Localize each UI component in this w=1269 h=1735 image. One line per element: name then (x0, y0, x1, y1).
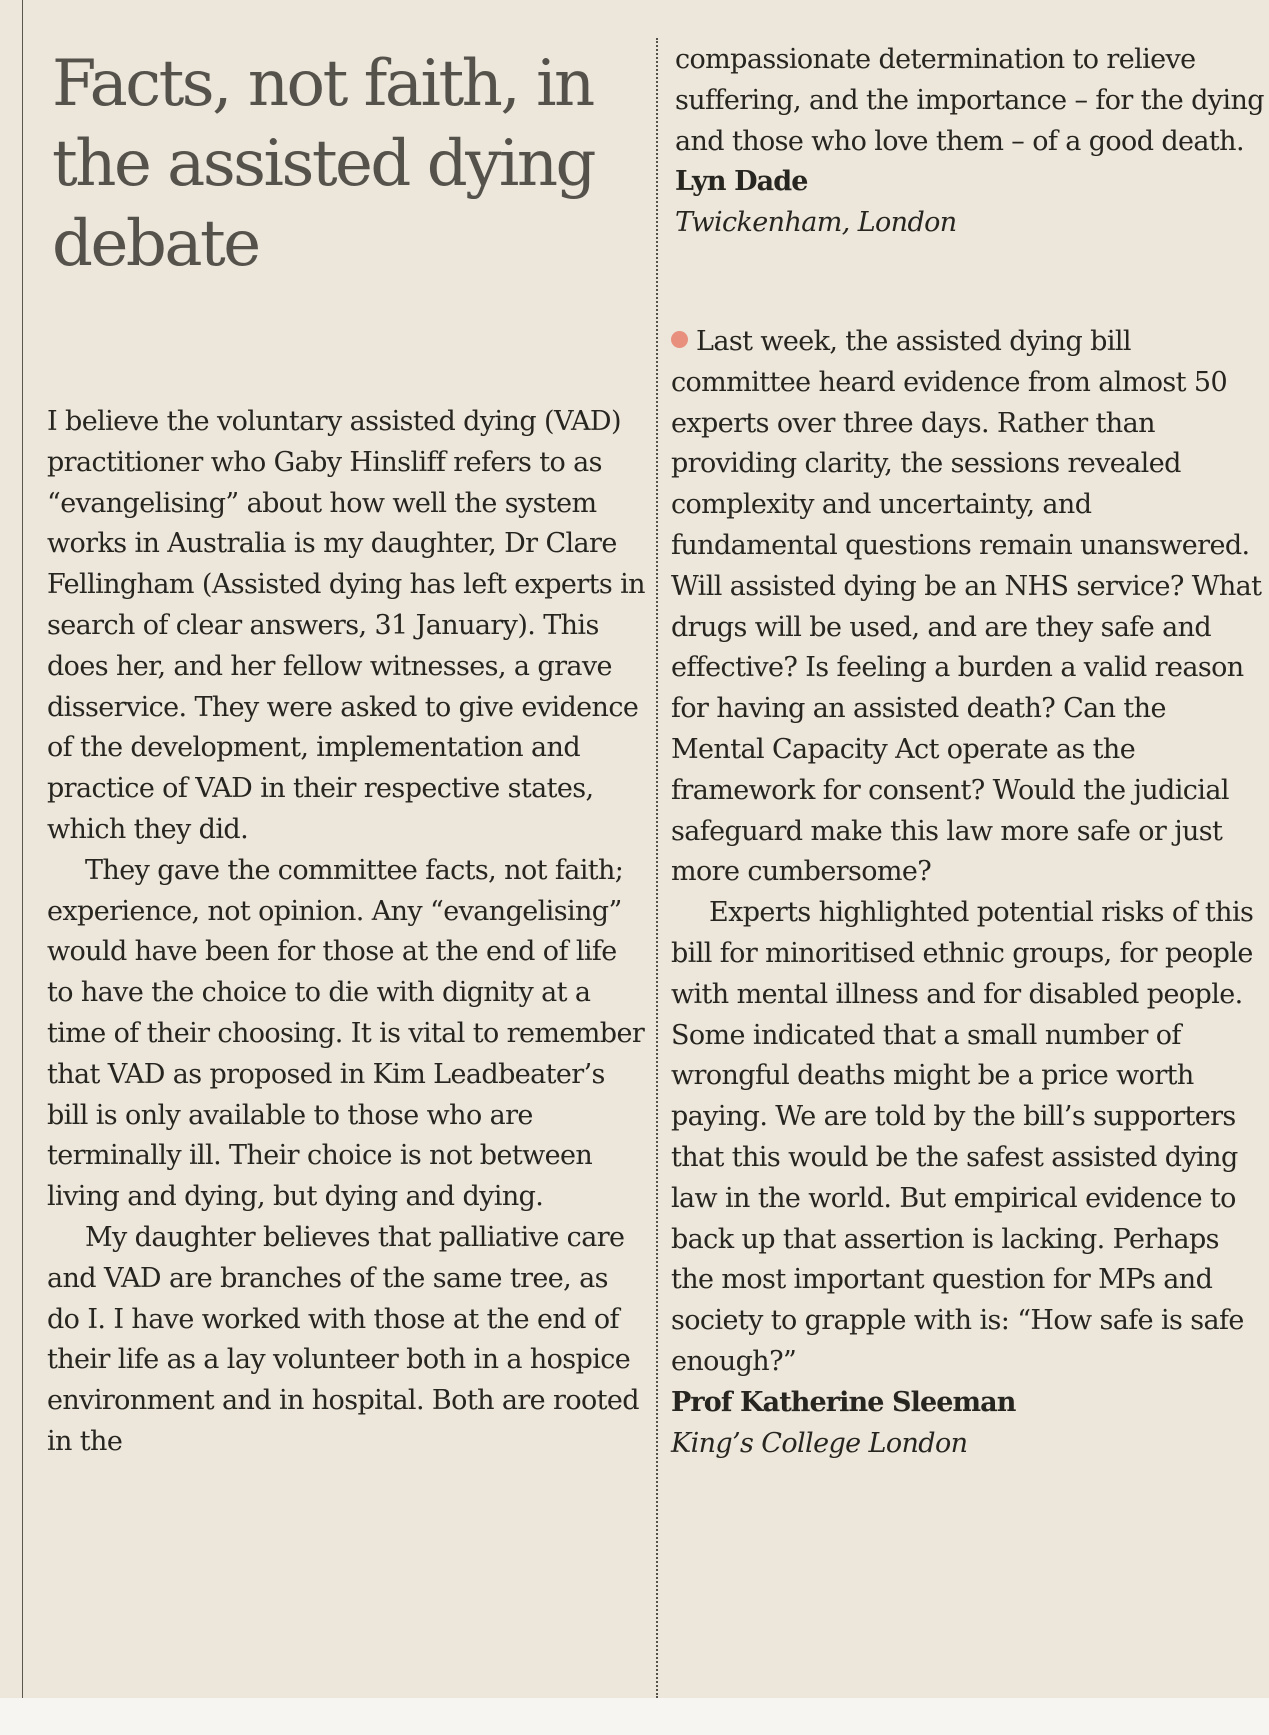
letter-2-paragraph-1 (671, 322, 1265, 893)
letter-1-paragraph-3-continued: compassionate determination to relieve suffering, and the importance – for the dying and those who love them – of a good death. (675, 44, 1264, 157)
letter-1-continuation (675, 40, 1265, 244)
scan-margin (0, 1698, 1269, 1735)
letter-2-paragraph-1-text: Last week, the assisted dying bill committee heard evidence from almost 50 experts over three days. Rather than providing clarity, the sessions revealed complexity and uncertainty, and fundamental questions remain unanswered. Will assisted dying be an NHS service? What drugs will be used, and are they safe and effective? Is feeling a burden a valid reason for having an assisted death? Can the Mental Capacity Act operate as the framework for consent? Would the judicial safeguard make this law more safe or just more cumbersome? (671, 326, 1262, 888)
left-edge-rule (22, 0, 23, 1698)
column-divider (656, 38, 658, 1698)
letter-1-signature-name: Lyn Dade (675, 166, 808, 198)
letter-bullet-icon (671, 331, 688, 348)
letter-2-signature-place: King’s College London (671, 1427, 968, 1459)
letter-2-signature-name: Prof Katherine Sleeman (671, 1386, 1016, 1418)
letter-1-signature-place: Twickenham, London (675, 207, 957, 239)
letter-1-column-left (47, 402, 647, 1463)
letter-2-paragraph-2: Experts highlighted potential risks of this bill for minoritised ethnic groups, for people with mental illness and for disabled people. Some indicated that a small number of wrongful deaths might be a price worth paying. We are told by the bill’s supporters that this would be the safest assisted dying law in the world. But empirical evidence to back up that assertion is lacking. Perhaps the most important question for MPs and society to grapple with is: “How safe is safe enough?” (671, 897, 1254, 1377)
letter-1-paragraph-3: My daughter believes that palliative care and VAD are branches of the same tree, as do I. I have worked with those at the end of their life as a lay volunteer both in a hospice environment and in hospital. Both are rooted in the (47, 1221, 639, 1457)
letter-1-paragraph-2: They gave the committee facts, not faith; experience, not opinion. Any “evangelising” would have been for those at the end of life to have the choice to die with dignity at a time of their choosing. It is vital to remember that VAD as proposed in Kim Leadbeater’s bill is only available to those who are terminally ill. Their choice is not between living and dying, but dying and dying. (47, 854, 645, 1213)
letter-2-column (671, 322, 1265, 1464)
headline: Facts, not faith, in the assisted dying debate (52, 47, 594, 281)
letter-1-paragraph-1: I believe the voluntary assisted dying (VAD) practitioner who Gaby Hinsliff refers to as “evangelising” about how well the system works in Australia is my daughter, Dr Clare Fellingham (Assisted dying has left experts in search of clear answers, 31 January). This does her, and her fellow witnesses, a grave disservice. They were asked to give evidence of the development, implementation and practice of VAD in their respective states, which they did. (47, 406, 645, 845)
